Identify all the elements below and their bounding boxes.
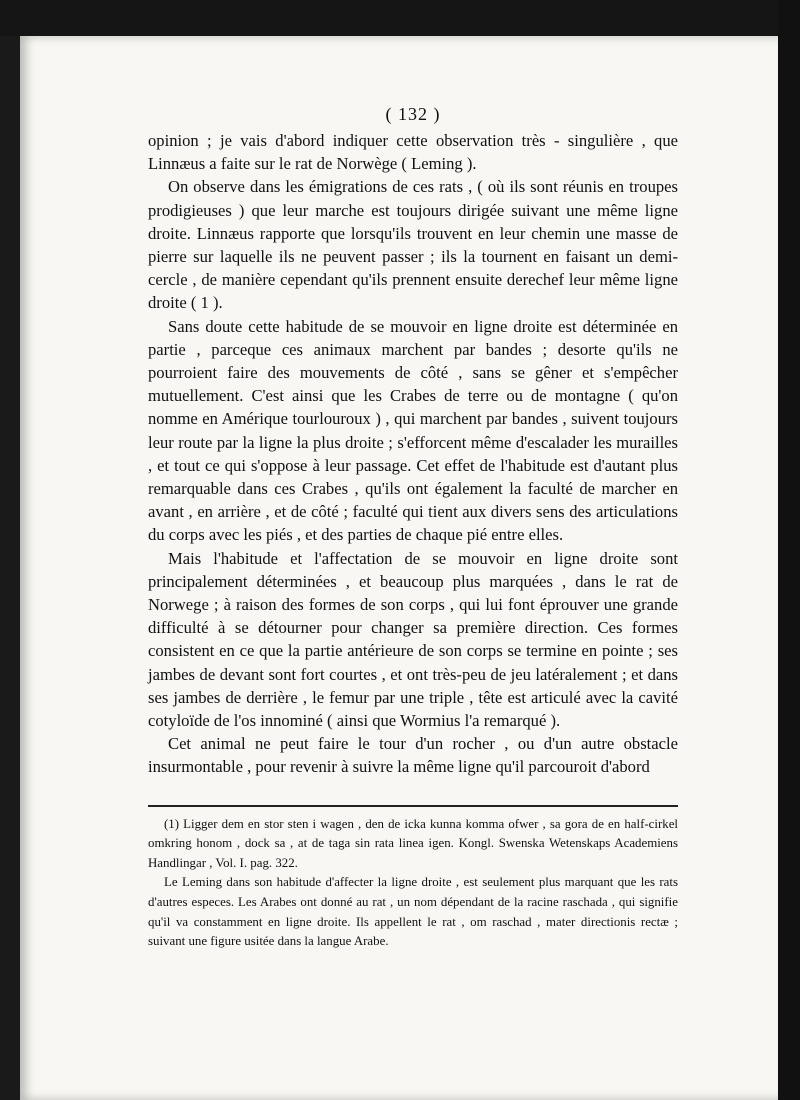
paragraph: Mais l'habitude et l'affectation de se mouvoir en ligne droite sont principalement déterminées , et beaucoup plus marquées , dans le rat de Norwege ; à raison des formes de son corps , qui lui font éprouver une grande difficulté à se détourner pour changer sa première direction. Ces formes consistent en ce que la partie antérieure de son corps se termine en pointe ; ses jambes de devant sont fort courtes , et ont très-peu de jeu latéralement ; et dans ses jambes de derrière , le femur par une triple , tête est articulé avec la cavité cotyloïde de l'os innominé ( ainsi que Wormius l'a remarqué ). [148, 548, 678, 731]
footnote: Le Leming dans son habitude d'affecter la ligne droite , est seulement plus marquant que les rats d'autres especes. Les Arabes ont donné au rat , un nom dépendant de la racine raschada , qui signifie qu'il va constamment en ligne droite. Ils appellent le rat , om raschad , mater directionis rectæ ; suivant une figure usitée dans la langue Arabe. [148, 875, 678, 949]
page-number: ( 132 ) [385, 104, 441, 124]
paragraph: opinion ; je vais d'abord indiquer cette observation très - singulière , que Linnæus a faite sur le rat de Norwège ( Leming ). [148, 131, 678, 174]
footnotes [148, 815, 678, 952]
scan-border-right [778, 0, 800, 1100]
paragraph: Sans doute cette habitude de se mouvoir en ligne droite est déterminée en partie , parceque ces animaux marchent par bandes ; desorte qu'ils ne pourroient faire des mouvements de côté , sans se gêner et s'empêcher mutuellement. C'est ainsi que les Crabes de terre ou de montagne ( qu'on nomme en Amérique tourlouroux ) , qui marchent par bandes , suivent toujours leur route par la ligne la plus droite ; s'efforcent même d'escalader les murailles , et tout ce qui s'oppose à leur passage. Cet effet de l'habitude est d'autant plus remarquable dans ces Crabes , qu'ils ont également la faculté de marcher en avant , en arrière , et de côté ; faculté qui tient aux divers sens des articulations du corps avec les piés , et des parties de chaque pié entre elles. [148, 316, 678, 545]
scan-border-top [0, 0, 800, 36]
paragraph: On observe dans les émigrations de ces rats , ( où ils sont réunis en troupes prodigieuses ) que leur marche est toujours dirigée suivant une même ligne droite. Linnæus rapporte que lorsqu'ils trouvent en leur chemin une masse de pierre sur laquelle ils ne peuvent passer ; ils la tournent en faisant un demi-cercle , de manière cependant qu'ils prennent ensuite derechef leur même ligne droite ( 1 ). [148, 177, 678, 313]
footnote-divider [148, 805, 678, 807]
page-text-block [148, 103, 678, 952]
paragraph: Cet animal ne peut faire le tour d'un rocher , ou d'un autre obstacle insurmontable , pour revenir à suivre la même ligne qu'il parcouroit d'abord [148, 734, 678, 777]
body-text [148, 129, 678, 779]
footnote: (1) Ligger dem en stor sten i wagen , den de icka kunna komma ofwer , sa gora de en half-cirkel omkring honom , dock sa , at de taga sin rata linea igen. Kongl. Swenska Wetenskaps Academiens Handlingar , Vol. I. pag. 322. [148, 816, 678, 870]
